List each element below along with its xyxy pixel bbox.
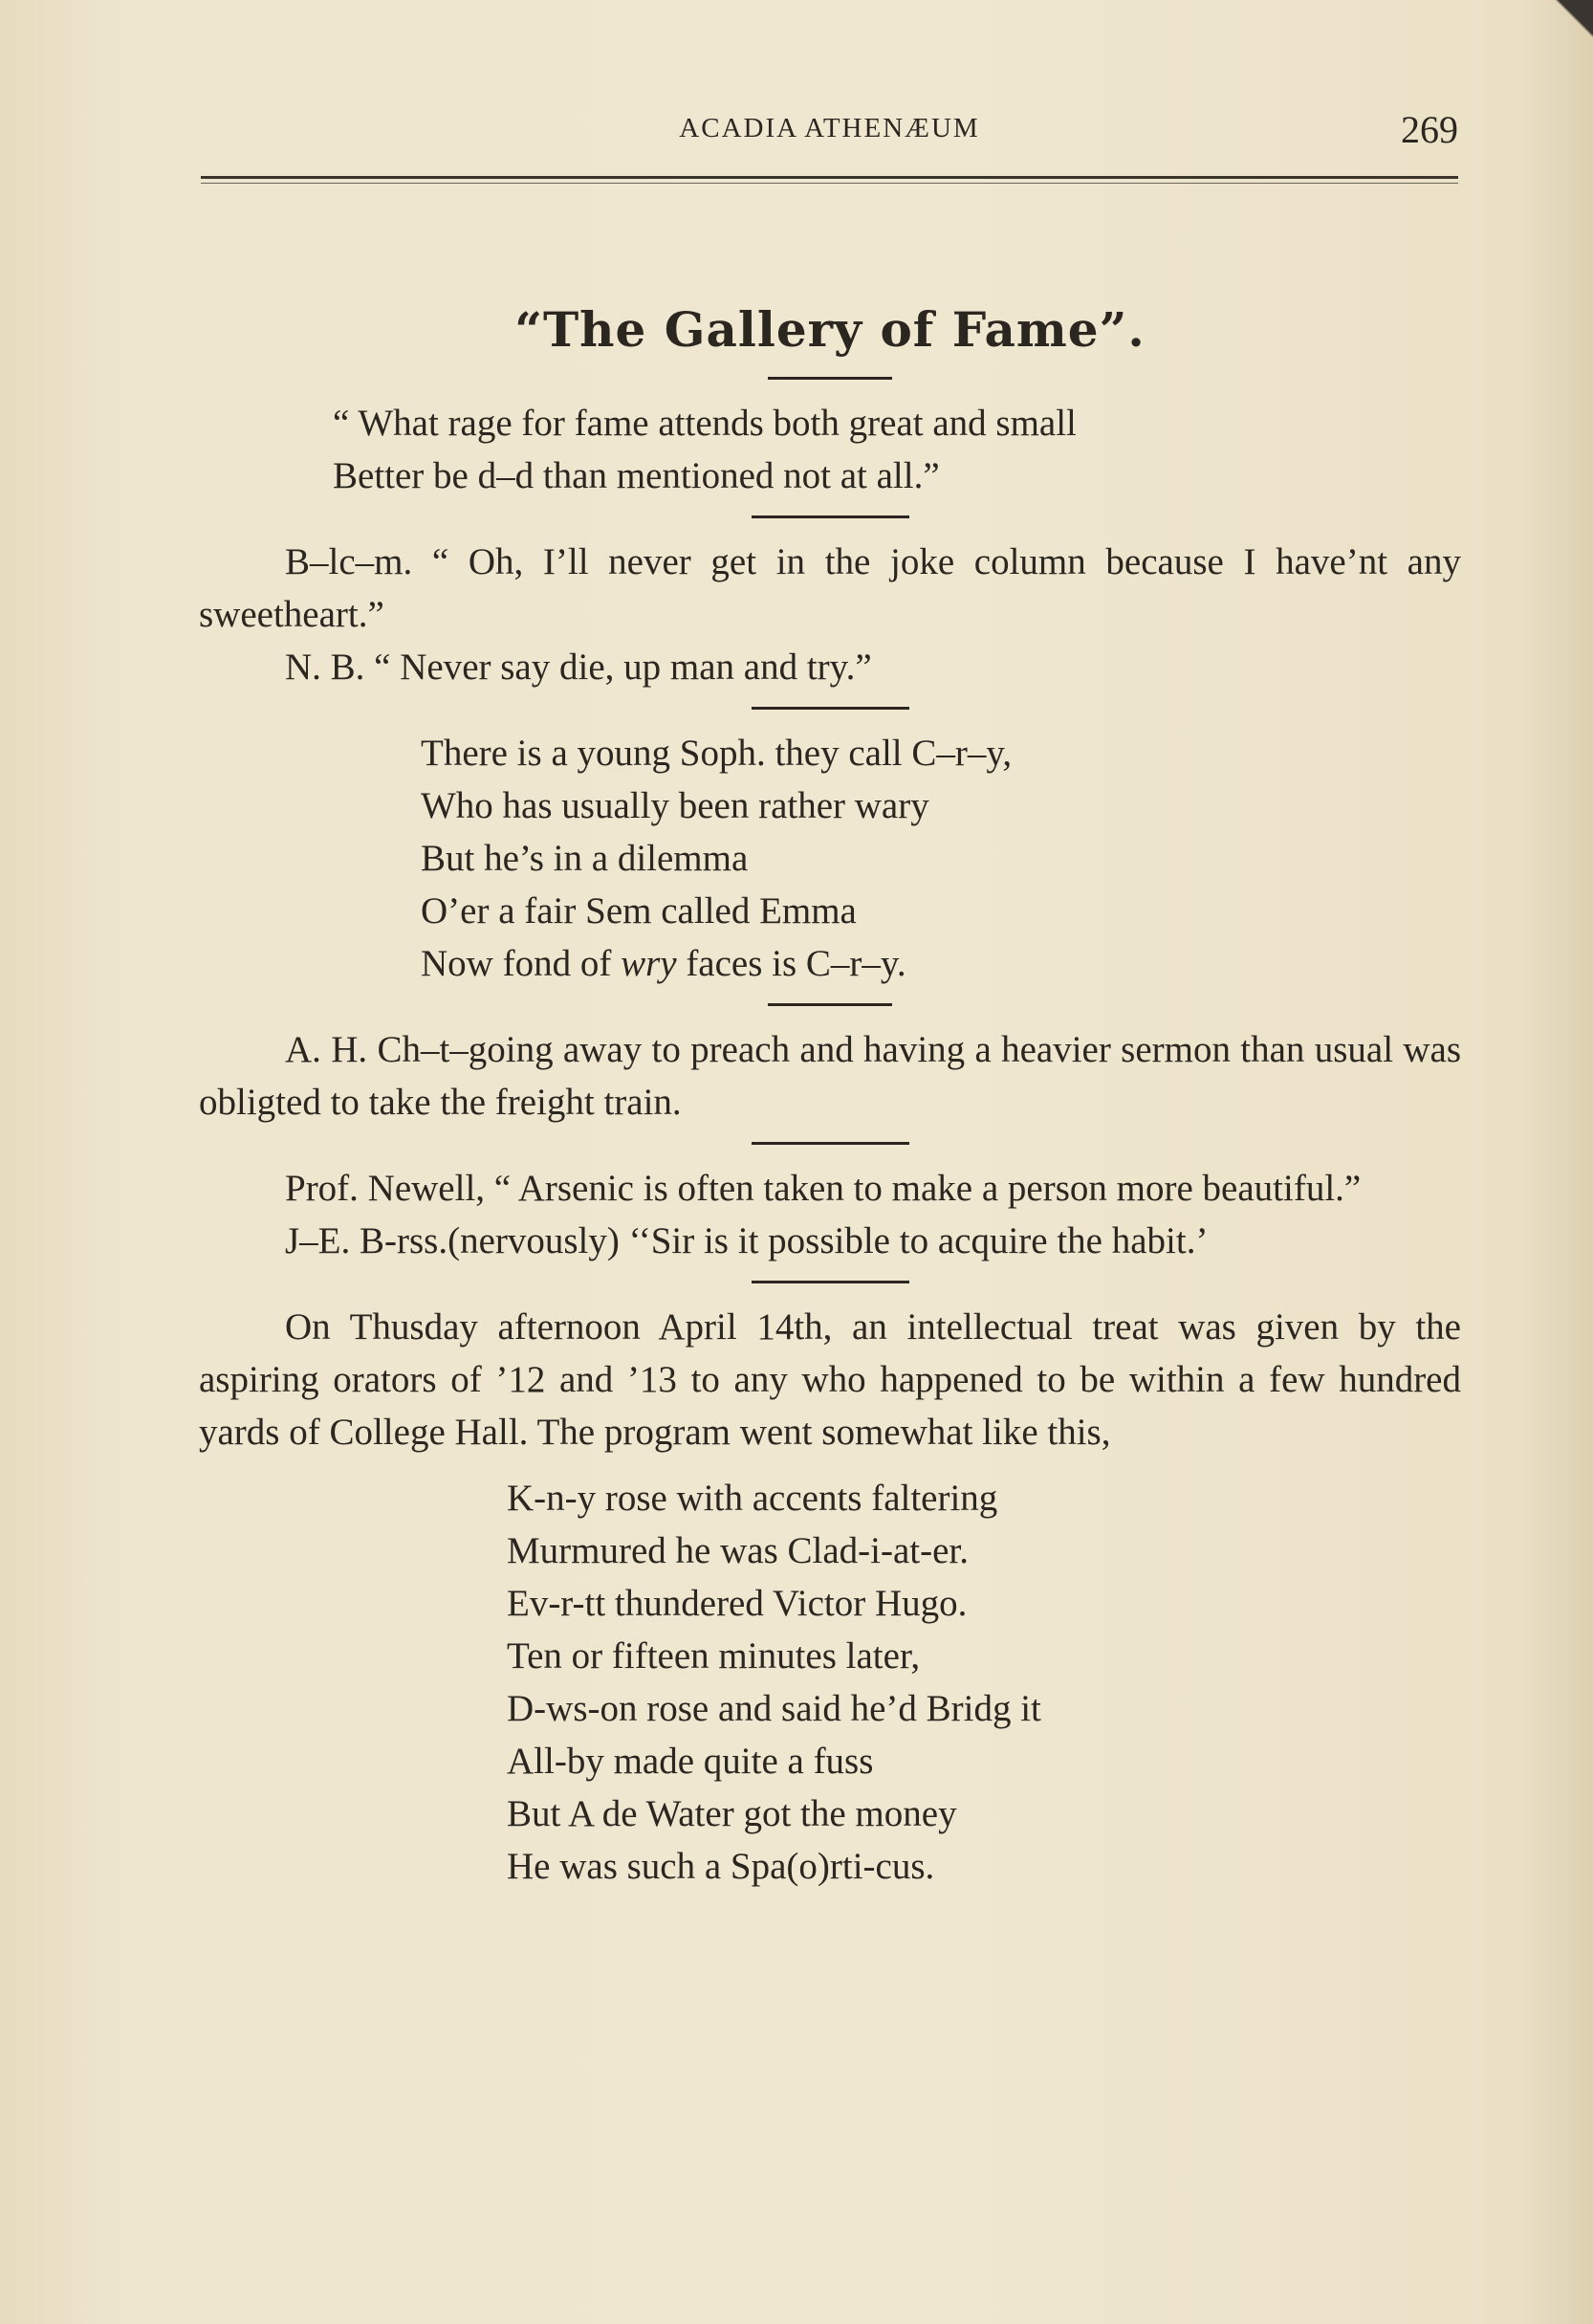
divider bbox=[752, 1281, 909, 1283]
divider bbox=[752, 707, 909, 710]
thursday-paragraph: On Thusday afternoon April 14th, an intellectual treat was given by the aspiring orators of ’12 and ’13 to any who happened to be within a few hundred yards of College Hall. The program went somewhat like this, bbox=[199, 1306, 1461, 1453]
poem-line: Murmured he was Clad-i-at-er. bbox=[507, 1530, 970, 1571]
poem-line: All-by made quite a fuss bbox=[507, 1741, 874, 1782]
limerick-text: faces is C–r–y. bbox=[676, 943, 906, 984]
poem-line: Ev-r-tt thundered Victor Hugo. bbox=[507, 1583, 968, 1624]
poem-line: But A de Water got the money bbox=[507, 1793, 957, 1834]
bross-reply: J–E. B-rss.(nervously) ‘‘Sir is it possible to acquire the habit.’ bbox=[285, 1220, 1209, 1261]
limerick-line: But he’s in a dilemma bbox=[421, 838, 749, 879]
poem-line: He was such a Spa(o)rti-cus. bbox=[507, 1846, 935, 1887]
epigraph bbox=[333, 397, 1461, 502]
limerick-line: Who has usually been rather wary bbox=[421, 785, 929, 826]
poem-line: D-ws-on rose and said he’d Bridg it bbox=[507, 1688, 1041, 1729]
article-title: “The Gallery of Fame”. bbox=[514, 301, 1146, 358]
limerick-line: O’er a fair Sem called Emma bbox=[421, 890, 857, 932]
limerick-text: Now fond of bbox=[421, 943, 622, 984]
article bbox=[199, 296, 1461, 1893]
nb-reply: N. B. “ Never say die, up man and try.” bbox=[285, 647, 872, 688]
newell-quote: Prof. Newell, “ Arsenic is often taken to make a person more beautiful.” bbox=[285, 1168, 1362, 1209]
limerick-line: There is a young Soph. they call C–r–y, bbox=[421, 733, 1013, 774]
divider bbox=[752, 515, 909, 518]
poem-line: Ten or fifteen minutes later, bbox=[507, 1635, 921, 1677]
limerick-italic-word: wry bbox=[621, 943, 677, 984]
poem bbox=[507, 1472, 1461, 1893]
poem-line: K-n-y rose with accents faltering bbox=[507, 1478, 998, 1519]
divider bbox=[752, 1142, 909, 1145]
running-head bbox=[201, 108, 1458, 151]
epigraph-line: “ What rage for fame attends both great and small bbox=[333, 403, 1077, 444]
page-corner bbox=[1555, 0, 1593, 38]
limerick-line bbox=[421, 937, 1461, 990]
balcom-quote: B–lc–m. “ Oh, I’ll never get in the joke column because I have’nt any sweetheart.” bbox=[199, 541, 1461, 635]
journal-title: ACADIA ATHENÆUM bbox=[679, 113, 980, 143]
page-number: 269 bbox=[1401, 108, 1458, 151]
chute-item: A. H. Ch–t–going away to preach and having a heavier sermon than usual was obligted to take the freight train. bbox=[199, 1029, 1461, 1123]
divider bbox=[768, 1003, 892, 1006]
header-rule bbox=[201, 176, 1458, 184]
limerick bbox=[421, 727, 1461, 990]
epigraph-line: Better be d–d than mentioned not at all.” bbox=[333, 455, 940, 496]
divider bbox=[768, 377, 892, 380]
